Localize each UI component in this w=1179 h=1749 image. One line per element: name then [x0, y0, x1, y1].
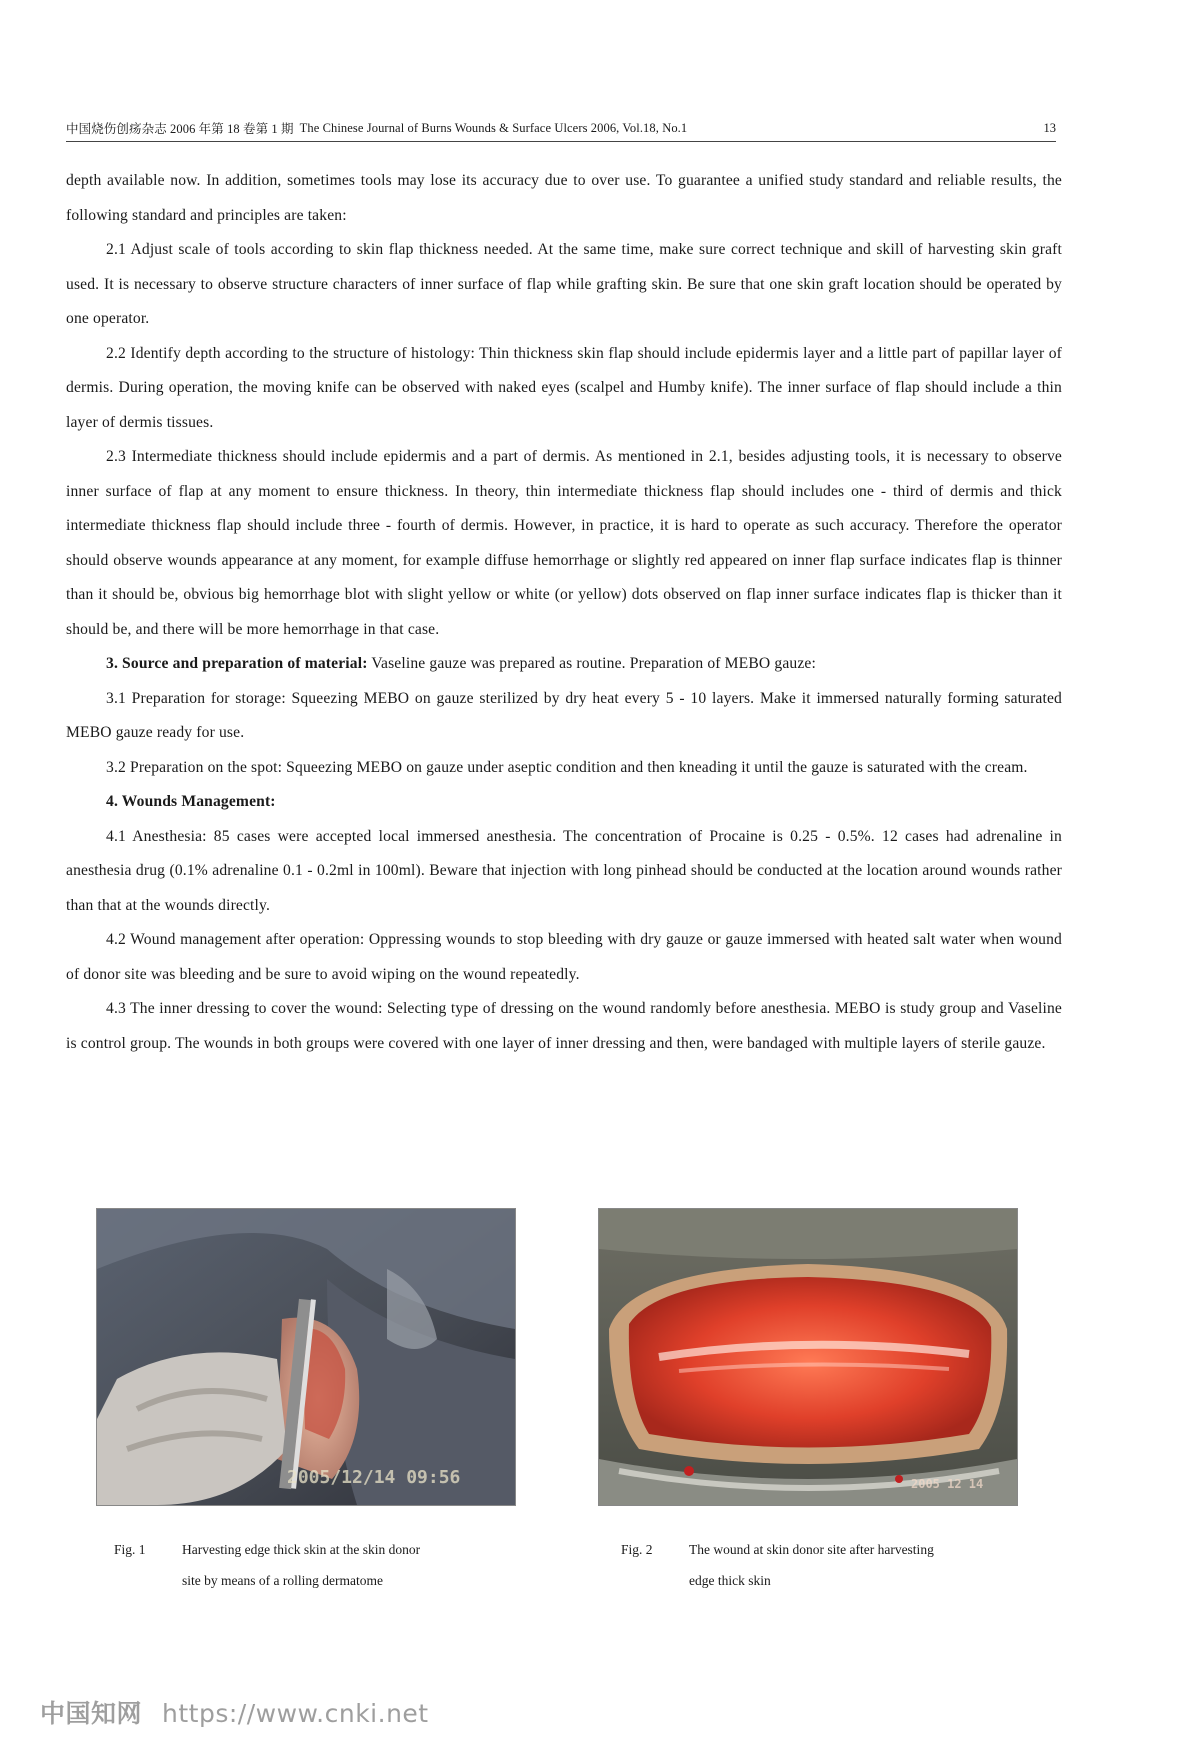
figure-1-image — [97, 1209, 515, 1505]
journal-title-cn: 中国烧伤创疡杂志 2006 年第 18 卷第 1 期 — [66, 122, 294, 136]
paragraph-section-4 — [66, 785, 1062, 820]
figure-2-timestamp: 2005 12 14 — [911, 1477, 984, 1491]
figure-2-image — [599, 1209, 1017, 1505]
figure-2-caption-line2: edge thick skin — [689, 1573, 771, 1588]
figure-2-caption-line1: The wound at skin donor site after harvesting — [689, 1542, 934, 1557]
figure-1-label: Fig. 1 — [114, 1542, 146, 1557]
watermark-url[interactable]: https://www.cnki.net — [162, 1699, 429, 1728]
journal-title-en: The Chinese Journal of Burns Wounds & Surface Ulcers 2006, Vol.18, No.1 — [299, 120, 688, 135]
cnki-watermark — [40, 1694, 429, 1730]
header-rule — [66, 141, 1056, 142]
paragraph: 2.2 Identify depth according to the structure of histology: Thin thickness skin flap should include epidermis layer and a little part of papillar layer of dermis. During operation, the moving knife can be observed with naked eyes (scalpel and Humby knife). The inner surface of flap should include a thin layer of dermis tissues. — [66, 344, 1062, 431]
paragraph: depth available now. In addition, sometimes tools may lose its accuracy due to over use. To guarantee a unified study standard and reliable results, the following standard and principles are taken: — [66, 172, 1062, 224]
figure-1-photo — [96, 1208, 516, 1506]
paragraph: 3.2 Preparation on the spot: Squeezing MEBO on gauze under aseptic condition and then kneading it until the gauze is saturated with the cream. — [106, 758, 1028, 776]
paragraph-text: Vaseline gauze was prepared as routine. Preparation of MEBO gauze: — [371, 655, 816, 672]
running-header — [66, 116, 1056, 140]
watermark-site-name: 中国知网 — [40, 1699, 143, 1728]
paragraph: 4.3 The inner dressing to cover the wound: Selecting type of dressing on the wound randomly before anesthesia. MEBO is study group and Vaseline is control group. The wounds in both groups were covered with one layer of inner dressing and then, were bandaged with multiple layers of sterile gauze. — [66, 1000, 1062, 1052]
paragraph: 4.2 Wound management after operation: Oppressing wounds to stop bleeding with dry gauze or gauze immersed with heated salt water when wound of donor site was bleeding and be sure to avoid wiping on the wound repeatedly. — [66, 931, 1062, 983]
section-heading-3: 3. Source and preparation of material: — [106, 655, 368, 672]
paragraph: 2.3 Intermediate thickness should include epidermis and a part of dermis. As mentioned in 2.1, besides adjusting tools, it is necessary to observe inner surface of flap at any moment to ensure thickness. In theory, thin intermediate thickness flap should includes one - third of dermis and thick intermediate thickness flap should include three - fourth of dermis. However, in practice, it is hard to operate as such accuracy. Therefore the operator should observe wounds appearance at any moment, for example diffuse hemorrhage or slightly red appeared on inner flap surface indicates flap is thinner than it should be, obvious big hemorrhage blot with slight yellow or white (or yellow) dots observed on flap inner surface indicates flap is thicker than it should be, and there will be more hemorrhage in that case. — [66, 448, 1062, 638]
section-heading-4: 4. Wounds Management: — [106, 793, 276, 810]
figure-2-photo — [598, 1208, 1018, 1506]
figure-1-timestamp: 2005/12/14 09:56 — [287, 1467, 461, 1488]
paragraph: 3.1 Preparation for storage: Squeezing MEBO on gauze sterilized by dry heat every 5 - 10 layers. Make it immersed naturally forming saturated MEBO gauze ready for use. — [66, 689, 1062, 741]
paragraph: 4.1 Anesthesia: 85 cases were accepted local immersed anesthesia. The concentration of Procaine is 0.25 - 0.5%. 12 cases had adrenaline in anesthesia drug (0.1% adrenaline 0.1 - 0.2ml in 100ml). Beware that injection with long pinhead should be conducted at the location around wounds rather than that at the wounds directly. — [66, 827, 1062, 914]
article-body — [66, 164, 1062, 1061]
paragraph-section-3 — [66, 647, 1062, 682]
paragraph: 2.1 Adjust scale of tools according to skin flap thickness needed. At the same time, make sure correct technique and skill of harvesting skin graft used. It is necessary to observe structure characters of inner surface of flap while grafting skin. Be sure that one skin graft location should be operated by one operator. — [66, 241, 1062, 327]
figure-2-label: Fig. 2 — [621, 1542, 653, 1557]
figure-1-caption-line2: site by means of a rolling dermatome — [182, 1573, 383, 1588]
figure-1-caption-line1: Harvesting edge thick skin at the skin donor — [182, 1542, 421, 1557]
page-number: 13 — [1043, 120, 1056, 135]
